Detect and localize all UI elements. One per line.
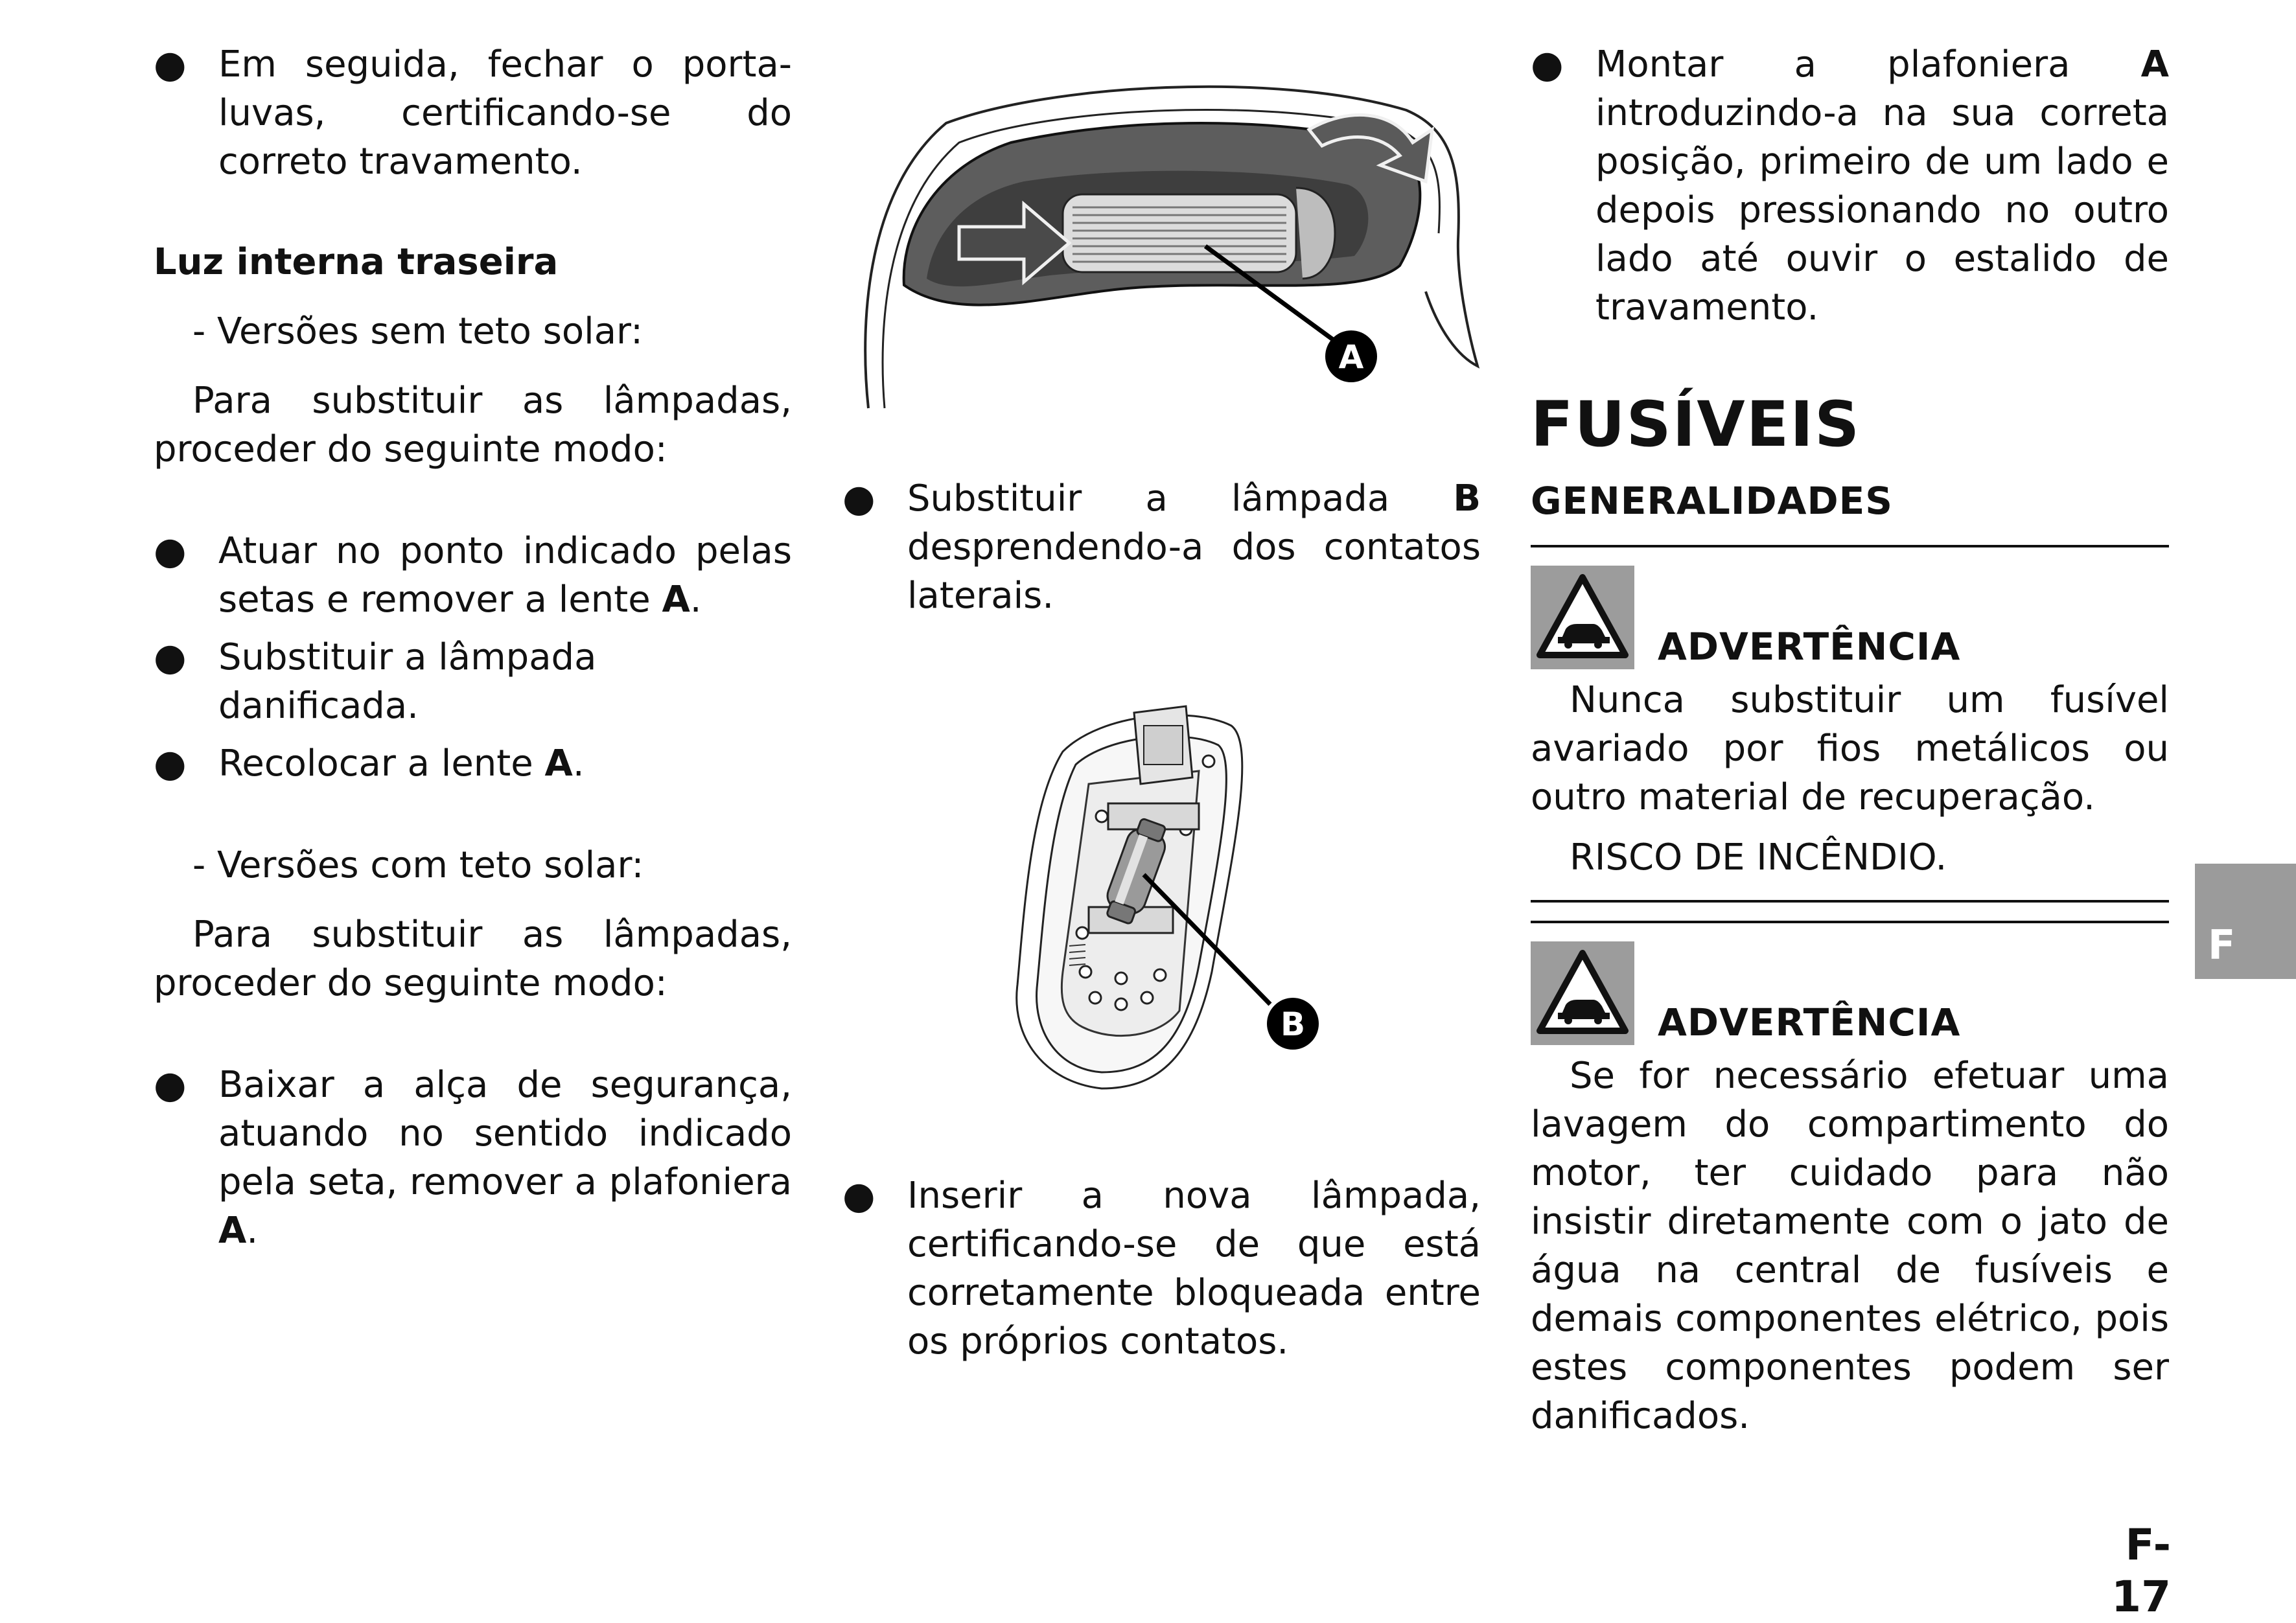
section-tab	[2195, 864, 2296, 979]
section-tab-letter: F	[2208, 921, 2236, 969]
list-item: ● Recolocar a lente A.	[154, 739, 792, 788]
bullet-icon: ●	[842, 476, 875, 520]
bullet-icon: ●	[842, 1173, 875, 1217]
warning-label: ADVERTÊNCIA	[1658, 625, 1961, 669]
instruction-paragraph: Para substituir as lâmpadas, proceder do seguinte modo:	[154, 914, 792, 1004]
bullet-icon: ●	[154, 741, 187, 785]
version-label: - Versões sem teto solar:	[192, 310, 643, 352]
middle-column-top	[842, 474, 1481, 620]
list-item-text: Em seguida, fechar o porta-luvas, certificando-se do correto travamento.	[218, 43, 792, 183]
middle-column-bottom	[842, 1171, 1481, 1366]
section-subtitle: GENERALIDADES	[1531, 479, 1894, 523]
warning-label: ADVERTÊNCIA	[1658, 1000, 1961, 1044]
page-title: FUSÍVEIS	[1531, 388, 1861, 461]
list-item: ● Atuar no ponto indicado pelas setas e remover a lente A.	[154, 527, 792, 624]
warning-text: Se for necessário efetuar uma lavagem do compartimento do motor, ter cuidado para não insistir diretamente com o jato de água na central de fusíveis e demais componentes elétrico, pois estes componentes podem ser danificados.	[1531, 1055, 2169, 1437]
divider	[1531, 921, 2169, 923]
instruction-paragraph: Para substituir as lâmpadas, proceder do seguinte modo:	[154, 380, 792, 470]
bullet-icon: ●	[154, 42, 187, 86]
bullet-icon: ●	[154, 635, 187, 679]
figure-label-a: A	[1338, 338, 1364, 376]
page-number: F-17	[2111, 1520, 2171, 1622]
figure-label-b: B	[1280, 1006, 1306, 1043]
warning-header	[1531, 566, 2169, 669]
version-label: - Versões com teto solar:	[192, 844, 644, 886]
warning-car-icon	[1531, 566, 1634, 669]
bullet-icon: ●	[154, 1063, 187, 1107]
right-column	[1531, 40, 2169, 1440]
list-item	[154, 40, 792, 186]
list-item: ● Substituir a lâmpada B desprendendo-a dos contatos laterais.	[842, 474, 1481, 620]
divider	[1531, 545, 2169, 547]
warning-header	[1531, 941, 2169, 1045]
section-heading: Luz interna traseira	[154, 241, 559, 283]
warning-text: Nunca substituir um fusível avariado por fios metálicos ou outro material de recuperação.	[1531, 679, 2169, 818]
list-item: ● Baixar a alça de segurança, atuando no sentido indicado pela seta, remover a plafoniera A.	[154, 1061, 792, 1255]
warning-risk: RISCO DE INCÊNDIO.	[1570, 836, 1947, 879]
list-item: ● Substituir a lâmpada danificada.	[154, 633, 792, 730]
list-item: ● Montar a plafoniera A introduzindo-a na sua correta posição, primeiro de um lado e depois pressionando no outro lado até ouvir o estalido de travamento.	[1531, 40, 2169, 332]
bullet-icon: ●	[1531, 42, 1564, 86]
ceiling-lamp-figure	[855, 71, 1484, 421]
left-column	[154, 40, 792, 1255]
divider	[1531, 900, 2169, 903]
warning-car-icon	[1531, 941, 1634, 1045]
bullet-icon: ●	[154, 529, 187, 573]
bulb-holder-figure	[998, 700, 1361, 1095]
list-item: ● Inserir a nova lâmpada, certificando-se de que está corretamente bloqueada entre os próprios contatos.	[842, 1171, 1481, 1366]
